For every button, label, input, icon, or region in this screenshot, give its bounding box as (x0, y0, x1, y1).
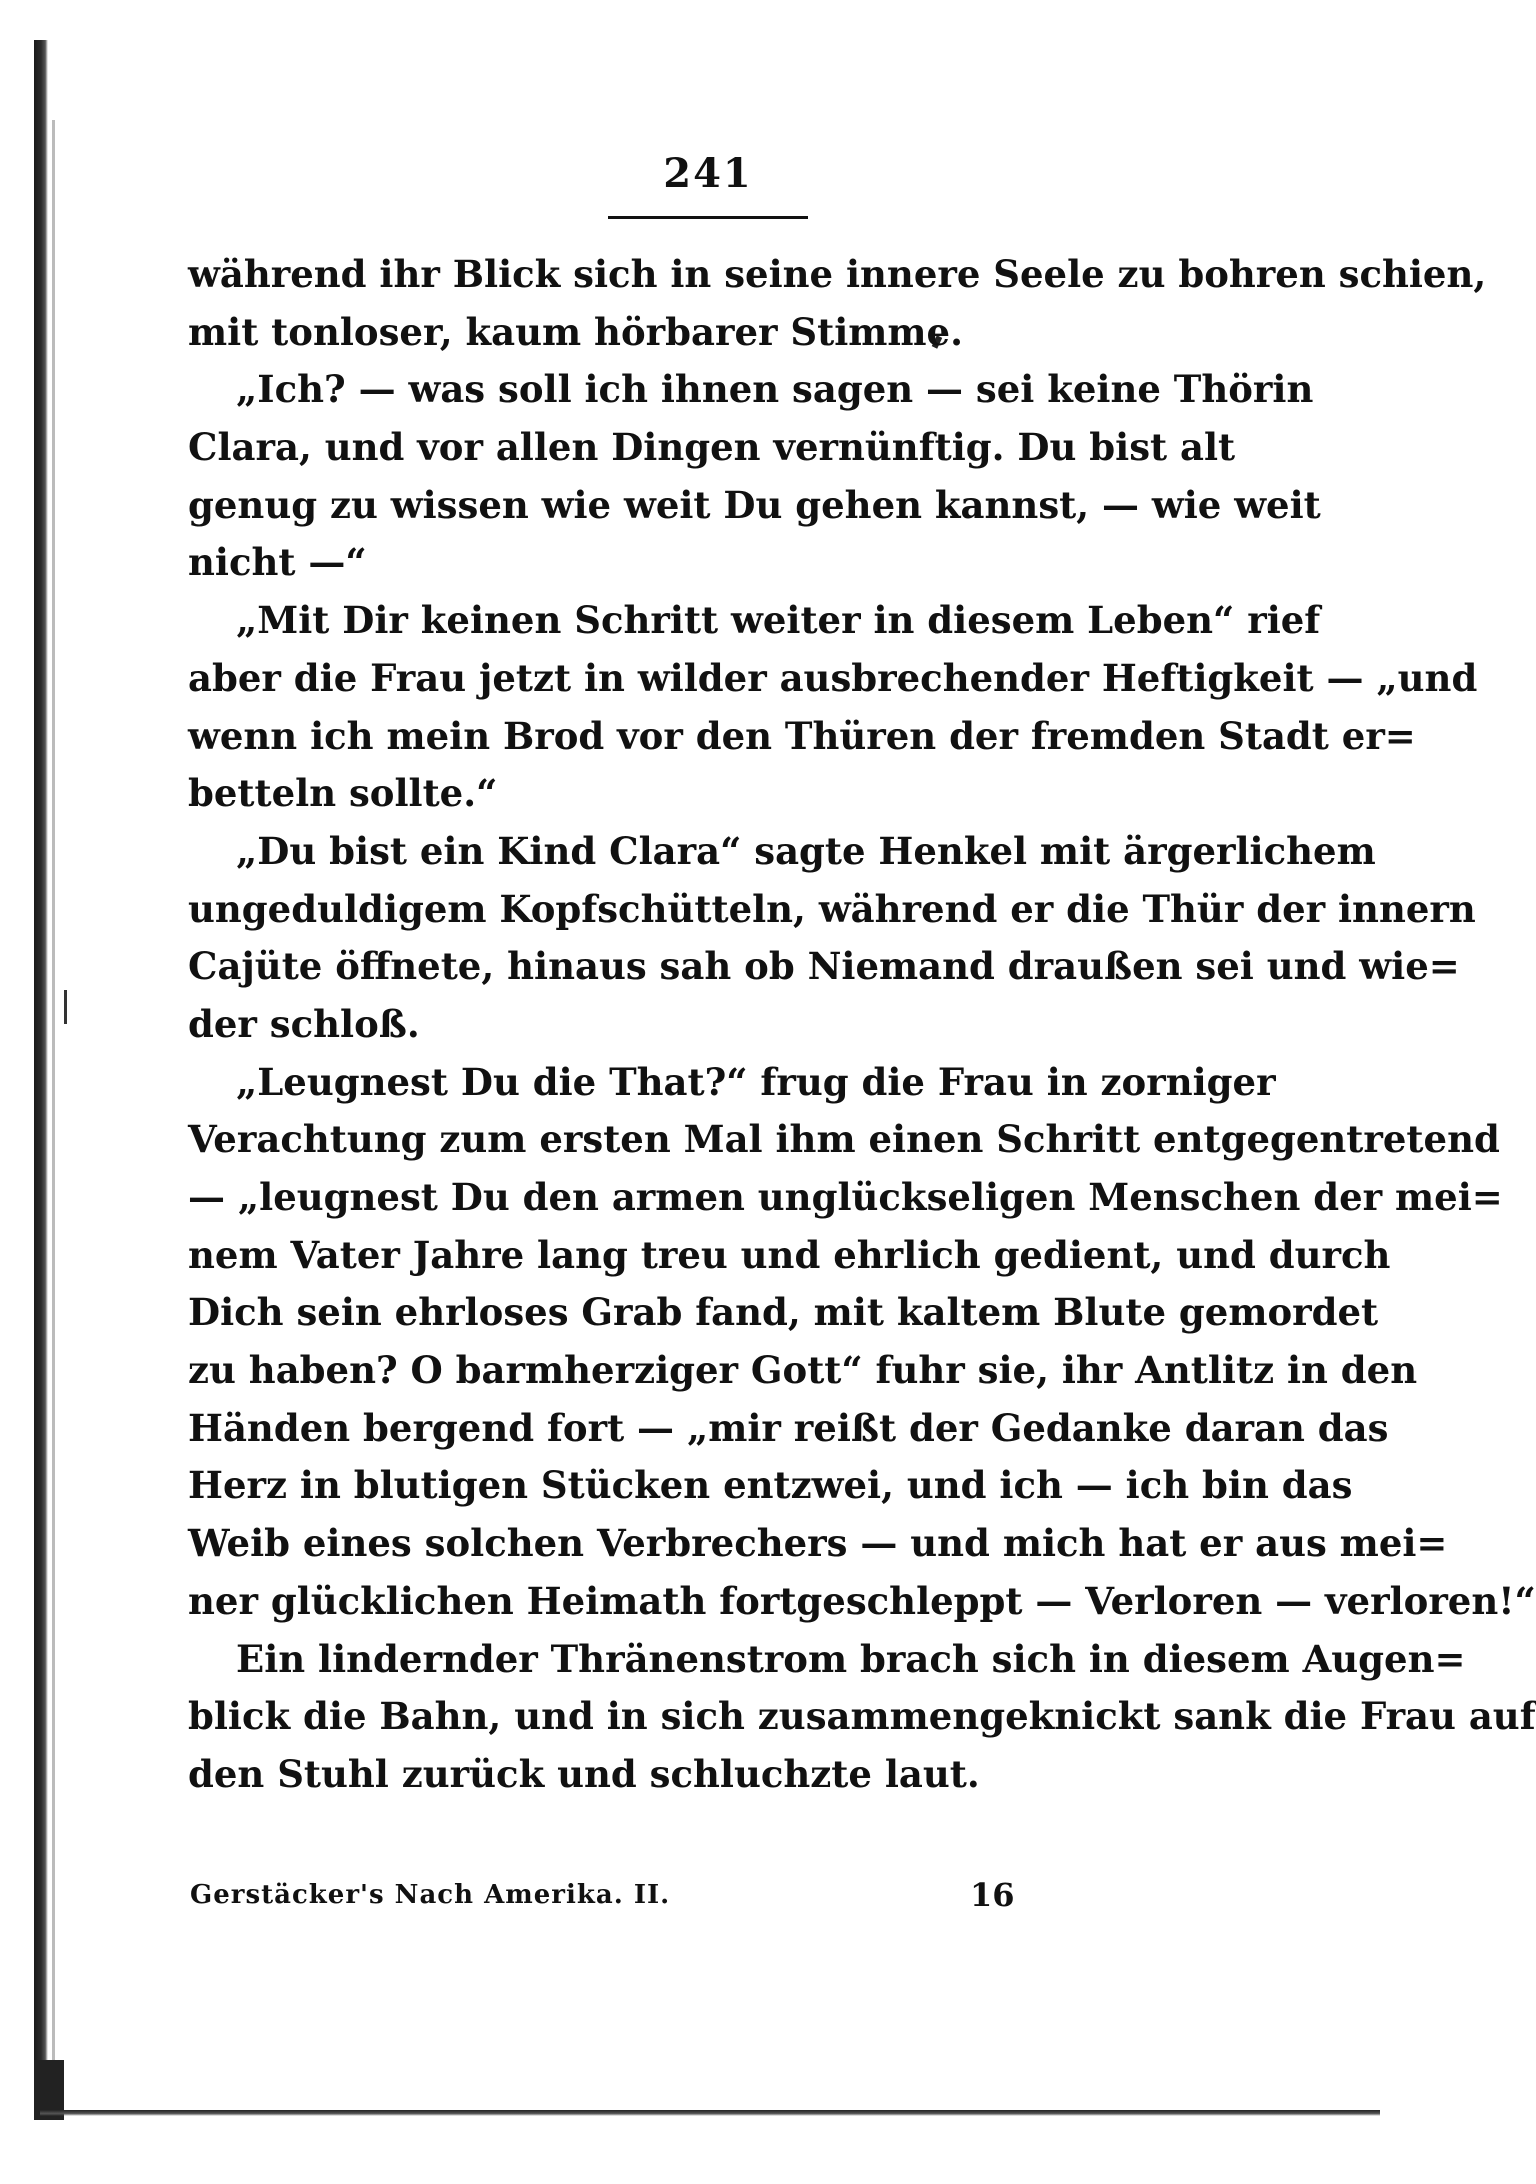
footer-signature: Gerstäcker's Nach Amerika. II. (190, 1880, 671, 1910)
text-line: betteln sollte.“ (188, 771, 498, 816)
text-line: aber die Frau jetzt in wilder ausbrechender Heftigkeit — „und (188, 655, 1478, 700)
body-text (188, 246, 1536, 1804)
header-rule (608, 216, 808, 219)
text-line: — „leugnest Du den armen unglückseligen Menschen der mei= (188, 1175, 1503, 1219)
text-line: wenn ich mein Brod vor den Thüren der fremden Stadt er= (188, 713, 1416, 758)
text-line: den Stuhl zurück und schluchzte laut. (188, 1751, 980, 1796)
text-line: ungeduldigem Kopfschütteln, während er die Thür der innern (188, 886, 1476, 931)
text-line: während ihr Blick sich in seine innere Seele zu bohren schien, (188, 252, 1487, 296)
text-line: Dich sein ehrloses Grab fand, mit kaltem Blute gemordet (188, 1290, 1379, 1335)
binding-shadow (52, 120, 55, 2100)
text-line: Weib eines solchen Verbrechers — und mich hat er aus mei= (188, 1521, 1448, 1566)
text-line: der schloß. (188, 1001, 420, 1046)
text-line: zu haben? O barmherziger Gott“ fuhr sie, ihr Antlitz in den (188, 1348, 1418, 1393)
text-line: Herz in blutigen Stücken entzwei, und ich — ich bin das (188, 1463, 1353, 1508)
text-line: „Leugnest Du die That?“ frug die Frau in zorniger (236, 1059, 1276, 1104)
text-line: Cajüte öffnete, hinaus sah ob Niemand draußen sei und wie= (188, 944, 1460, 989)
page-bottom-edge (40, 2110, 1380, 2116)
text-line: blick die Bahn, und in sich zusammengeknickt sank die Frau auf (188, 1694, 1536, 1739)
text-line: nem Vater Jahre lang treu und ehrlich gedient, und durch (188, 1232, 1391, 1277)
text-line: nicht —“ (188, 540, 367, 585)
text-line: Ein lindernder Thränenstrom brach sich in diesem Augen= (236, 1636, 1466, 1681)
text-line: „Ich? — was soll ich ihnen sagen — sei keine Thörin (236, 367, 1314, 412)
text-line: ner glücklichen Heimath fortgeschleppt — Verloren — verloren!“ (188, 1578, 1536, 1623)
text-line: Händen bergend fort — „mir reißt der Gedanke daran das (188, 1405, 1389, 1450)
text-line: „Du bist ein Kind Clara“ sagte Henkel mit ärgerlichem (236, 828, 1376, 873)
text-line: genug zu wissen wie weit Du gehen kannst, — wie weit (188, 482, 1321, 527)
text-line: Verachtung zum ersten Mal ihm einen Schritt entgegentretend (188, 1117, 1500, 1162)
text-line: „Mit Dir keinen Schritt weiter in diesem Leben“ rief (236, 598, 1321, 643)
binding-edge (34, 40, 48, 2120)
page-number: 241 (663, 150, 753, 197)
text-line: Clara, und vor allen Dingen vernünftig. Du bist alt (188, 425, 1236, 470)
text-line: mit tonloser, kaum hörbarer Stimme. (188, 309, 963, 354)
margin-mark (64, 990, 67, 1024)
footer-sheet-number: 16 (970, 1876, 1015, 1914)
